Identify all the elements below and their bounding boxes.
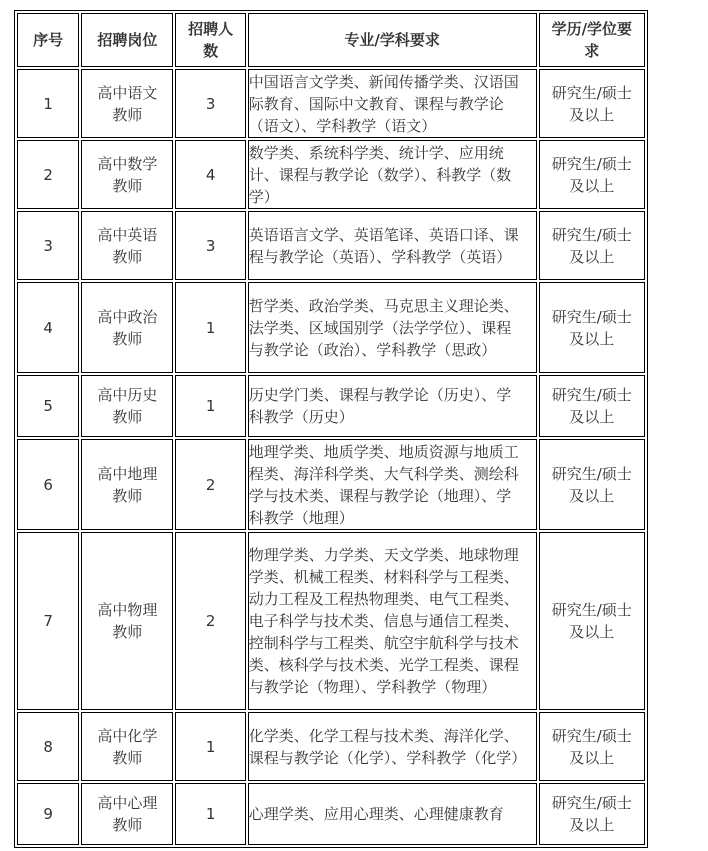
header-seq: 序号 bbox=[17, 13, 79, 67]
cell-count: 1 bbox=[175, 783, 245, 845]
table-row bbox=[17, 783, 645, 845]
cell-major: 数学类、系统科学类、统计学、应用统计、课程与教学论（数学）、科教学（数学） bbox=[248, 140, 537, 209]
cell-position: 高中心理教师 bbox=[81, 783, 173, 845]
cell-major: 英语语言文学、英语笔译、英语口译、课程与教学论（英语）、学科教学（英语） bbox=[248, 211, 537, 280]
cell-major: 化学类、化学工程与技术类、海洋化学、课程与教学论（化学）、学科教学（化学） bbox=[248, 712, 537, 781]
cell-major: 中国语言文学类、新闻传播学类、汉语国际教育、国际中文教育、课程与教学论（语文）、学科教学（语文） bbox=[248, 69, 537, 138]
cell-position: 高中历史教师 bbox=[81, 375, 173, 437]
cell-degree: 研究生/硕士及以上 bbox=[539, 69, 645, 138]
cell-count: 1 bbox=[175, 282, 245, 373]
cell-major: 地理学类、地质学类、地质资源与地质工程类、海洋科学类、大气科学类、测绘科学与技术类、课程与教学论（地理）、学科教学（地理） bbox=[248, 439, 537, 530]
cell-count: 1 bbox=[175, 375, 245, 437]
header-degree: 学历/学位要求 bbox=[539, 13, 645, 67]
cell-seq: 1 bbox=[17, 69, 79, 138]
table-row bbox=[17, 375, 645, 437]
cell-position: 高中英语教师 bbox=[81, 211, 173, 280]
table-row bbox=[17, 69, 645, 138]
cell-count: 3 bbox=[175, 211, 245, 280]
cell-count: 2 bbox=[175, 532, 245, 710]
table-row bbox=[17, 140, 645, 209]
cell-position: 高中化学教师 bbox=[81, 712, 173, 781]
header-count: 招聘人数 bbox=[175, 13, 245, 67]
table-row bbox=[17, 532, 645, 710]
cell-degree: 研究生/硕士及以上 bbox=[539, 439, 645, 530]
cell-position: 高中数学教师 bbox=[81, 140, 173, 209]
cell-position: 高中物理教师 bbox=[81, 532, 173, 710]
cell-position: 高中政治教师 bbox=[81, 282, 173, 373]
cell-major: 物理学类、力学类、天文学类、地球物理学类、机械工程类、材料科学与工程类、动力工程及工程热物理类、电气工程类、电子科学与技术类、信息与通信工程类、控制科学与工程类、航空宇航科学与技术类、核科学与技术类、光学工程类、课程与教学论（物理）、学科教学（物理） bbox=[248, 532, 537, 710]
cell-seq: 8 bbox=[17, 712, 79, 781]
table-row bbox=[17, 211, 645, 280]
cell-major: 心理学类、应用心理类、心理健康教育 bbox=[248, 783, 537, 845]
cell-degree: 研究生/硕士及以上 bbox=[539, 140, 645, 209]
cell-seq: 6 bbox=[17, 439, 79, 530]
cell-degree: 研究生/硕士及以上 bbox=[539, 375, 645, 437]
header-position: 招聘岗位 bbox=[81, 13, 173, 67]
cell-degree: 研究生/硕士及以上 bbox=[539, 532, 645, 710]
header-major: 专业/学科要求 bbox=[248, 13, 537, 67]
cell-seq: 3 bbox=[17, 211, 79, 280]
cell-seq: 4 bbox=[17, 282, 79, 373]
cell-degree: 研究生/硕士及以上 bbox=[539, 783, 645, 845]
cell-count: 4 bbox=[175, 140, 245, 209]
cell-degree: 研究生/硕士及以上 bbox=[539, 712, 645, 781]
cell-degree: 研究生/硕士及以上 bbox=[539, 282, 645, 373]
cell-count: 1 bbox=[175, 712, 245, 781]
cell-count: 3 bbox=[175, 69, 245, 138]
cell-seq: 5 bbox=[17, 375, 79, 437]
cell-seq: 2 bbox=[17, 140, 79, 209]
cell-seq: 7 bbox=[17, 532, 79, 710]
cell-position: 高中语文教师 bbox=[81, 69, 173, 138]
cell-major: 哲学类、政治学类、马克思主义理论类、法学类、区域国别学（法学学位）、课程与教学论（政治）、学科教学（思政） bbox=[248, 282, 537, 373]
cell-count: 2 bbox=[175, 439, 245, 530]
recruitment-table bbox=[14, 10, 648, 848]
cell-degree: 研究生/硕士及以上 bbox=[539, 211, 645, 280]
table-row bbox=[17, 282, 645, 373]
table-row bbox=[17, 439, 645, 530]
cell-seq: 9 bbox=[17, 783, 79, 845]
table-header-row bbox=[17, 13, 645, 67]
cell-position: 高中地理教师 bbox=[81, 439, 173, 530]
cell-major: 历史学门类、课程与教学论（历史）、学科教学（历史） bbox=[248, 375, 537, 437]
table-row bbox=[17, 712, 645, 781]
